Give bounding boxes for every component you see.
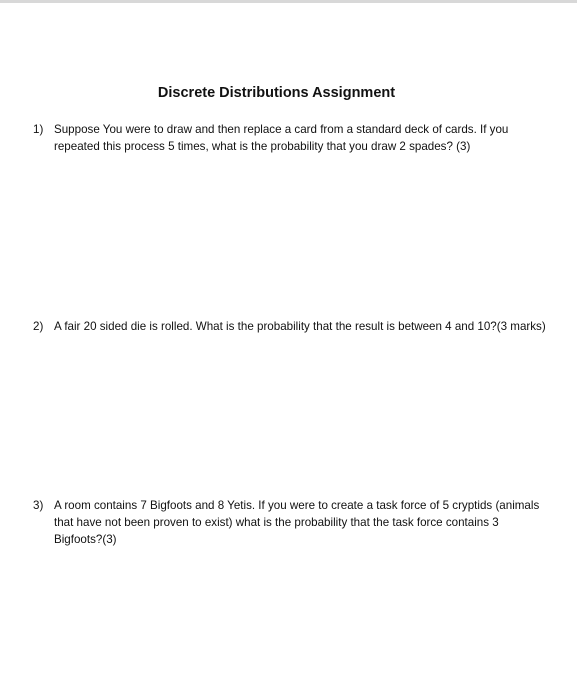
- question-text: A fair 20 sided die is rolled. What is the probability that the result is between 4 and 10?(3 marks): [54, 320, 546, 333]
- question-number: 2): [33, 320, 44, 333]
- document-title: Discrete Distributions Assignment: [157, 85, 396, 101]
- question-text: Suppose You were to draw and then replace a card from a standard deck of cards. If you repeated this process 5 times, what is the probability that you draw 2 spades? (3): [54, 123, 509, 153]
- page-top-border: [0, 0, 577, 3]
- question-2: [33, 318, 548, 335]
- question-1: [33, 121, 548, 155]
- question-number: 1): [33, 123, 44, 136]
- question-3: [33, 497, 548, 548]
- question-text: A room contains 7 Bigfoots and 8 Yetis. If you were to create a task force of 5 cryptids (animals that have not been proven to exist) what is the probability that the task force contains 3 Bigfoots?(3): [54, 499, 540, 546]
- question-number: 3): [33, 499, 44, 512]
